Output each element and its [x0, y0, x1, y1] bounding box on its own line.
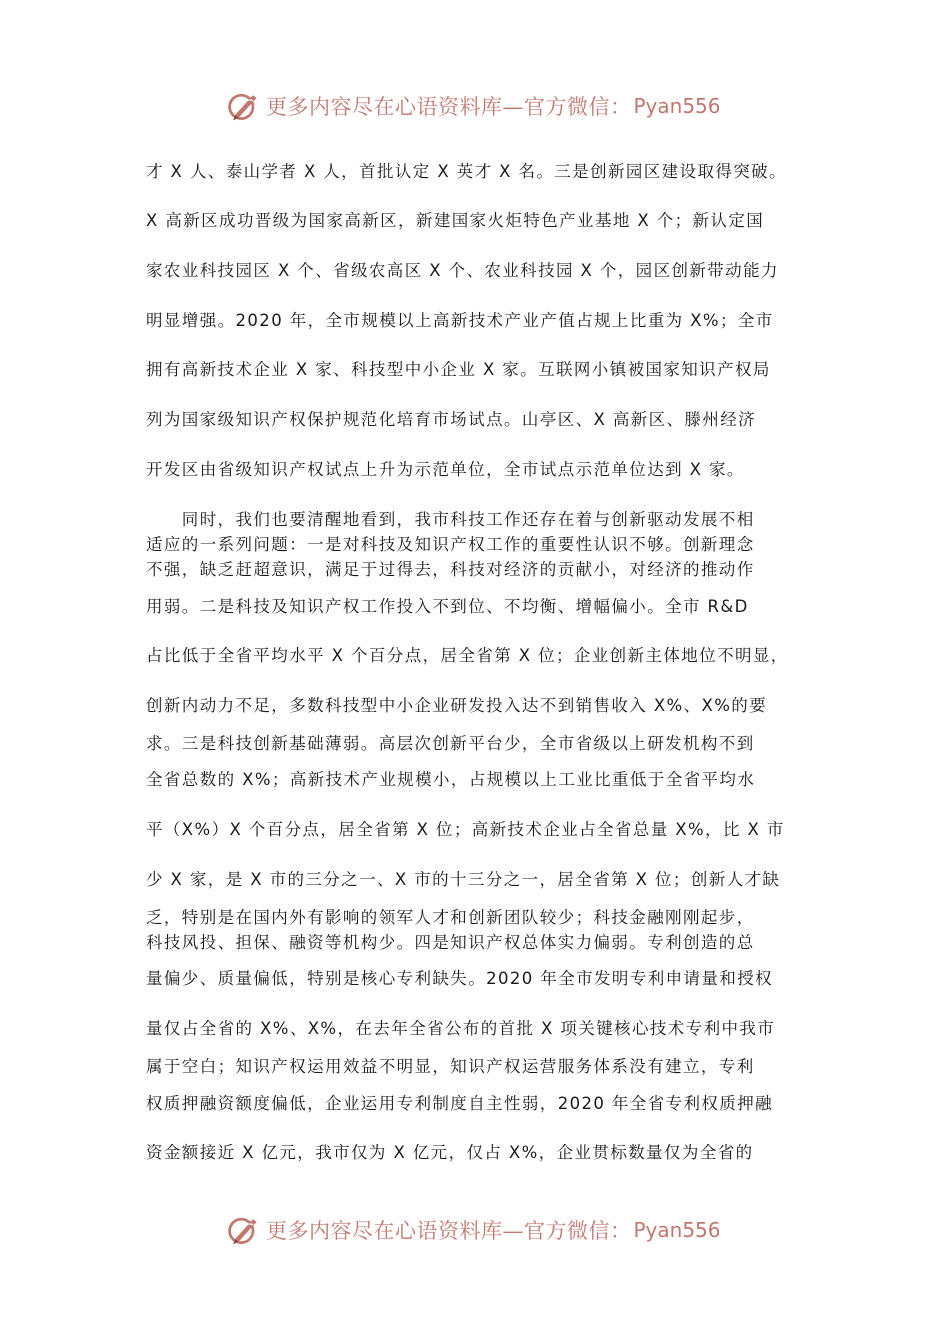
text-line: 量仅占全省的 X%、X%，在去年全省公布的首批 X 项关键核心技术专利中我市: [146, 1019, 776, 1038]
text-line: 求。三是科技创新基础薄弱。高层次创新平台少，全市省级以上研发机构不到: [146, 734, 755, 753]
text-line: 才 X 人、泰山学者 X 人，首批认定 X 英才 X 名。三是创新园区建设取得突破。: [146, 162, 787, 181]
text-line: 用弱。二是科技及知识产权工作投入不到位、不均衡、增幅偏小。全市 R&D: [146, 597, 749, 616]
text-line: 明显增强。2020 年，全市规模以上高新技术产业产值占规上比重为 X%；全市: [146, 311, 774, 330]
text-line: 乏，特别是在国内外有影响的领军人才和创新团队较少；科技金融刚刚起步，: [146, 908, 755, 927]
text-line: 开发区由省级知识产权试点上升为示范单位，全市试点示范单位达到 X 家。: [146, 460, 745, 479]
pen-logo-icon: [226, 88, 262, 124]
footer-banner-text: 更多内容尽在心语资料库—官方微信：: [266, 1219, 632, 1243]
footer-banner: [226, 1210, 746, 1250]
text-line: 创新内动力不足，多数科技型中小企业研发投入达不到销售收入 X%、X%的要: [146, 696, 768, 715]
text-line: 资金额接近 X 亿元，我市仅为 X 亿元，仅占 X%，企业贯标数量仅为全省的: [146, 1143, 754, 1162]
text-line: 少 X 家，是 X 市的三分之一、X 市的十三分之一，居全省第 X 位；创新人才缺: [146, 870, 781, 889]
text-line: 量偏少、质量偏低，特别是核心专利缺失。2020 年全市发明专利申请量和授权: [146, 969, 774, 988]
text-line: 科技风投、担保、融资等机构少。四是知识产权总体实力偏弱。专利创造的总: [146, 933, 755, 952]
text-line: X 高新区成功晋级为国家高新区，新建国家火炬特色产业基地 X 个；新认定国: [146, 211, 765, 230]
text-line: 权质押融资额度偏低，企业运用专利制度自主性弱，2020 年全省专利权质押融: [146, 1094, 774, 1113]
header-banner-text: 更多内容尽在心语资料库—官方微信：: [266, 95, 632, 119]
text-line: 全省总数的 X%；高新技术产业规模小，占规模以上工业比重低于全省平均水: [146, 770, 756, 789]
text-line: 占比低于全省平均水平 X 个百分点，居全省第 X 位；企业创新主体地位不明显，: [146, 646, 789, 665]
text-line: 适应的一系列问题：一是对科技及知识产权工作的重要性认识不够。创新理念: [146, 535, 755, 554]
text-line: 不强，缺乏赶超意识，满足于过得去，科技对经济的贡献小，对经济的推动作: [146, 560, 755, 579]
text-line: 家农业科技园区 X 个、省级农高区 X 个、农业科技园 X 个，园区创新带动能力: [146, 261, 779, 280]
text-line: 属于空白；知识产权运用效益不明显，知识产权运营服务体系没有建立，专利: [146, 1057, 755, 1076]
text-line: 同时，我们也要清醒地看到，我市科技工作还存在着与创新驱动发展不相: [146, 510, 755, 529]
text-line: 列为国家级知识产权保护规范化培育市场试点。山亭区、X 高新区、滕州经济: [146, 410, 757, 429]
text-line: 平（X%）X 个百分点，居全省第 X 位；高新技术企业占全省总量 X%，比 X 市: [146, 820, 785, 839]
pen-logo-icon: [226, 1212, 262, 1248]
footer-wechat-id: Pyan556: [633, 1218, 721, 1242]
header-banner: [226, 86, 746, 126]
header-wechat-id: Pyan556: [633, 94, 721, 118]
text-line: 拥有高新技术企业 X 家、科技型中小企业 X 家。互联网小镇被国家知识产权局: [146, 360, 771, 379]
